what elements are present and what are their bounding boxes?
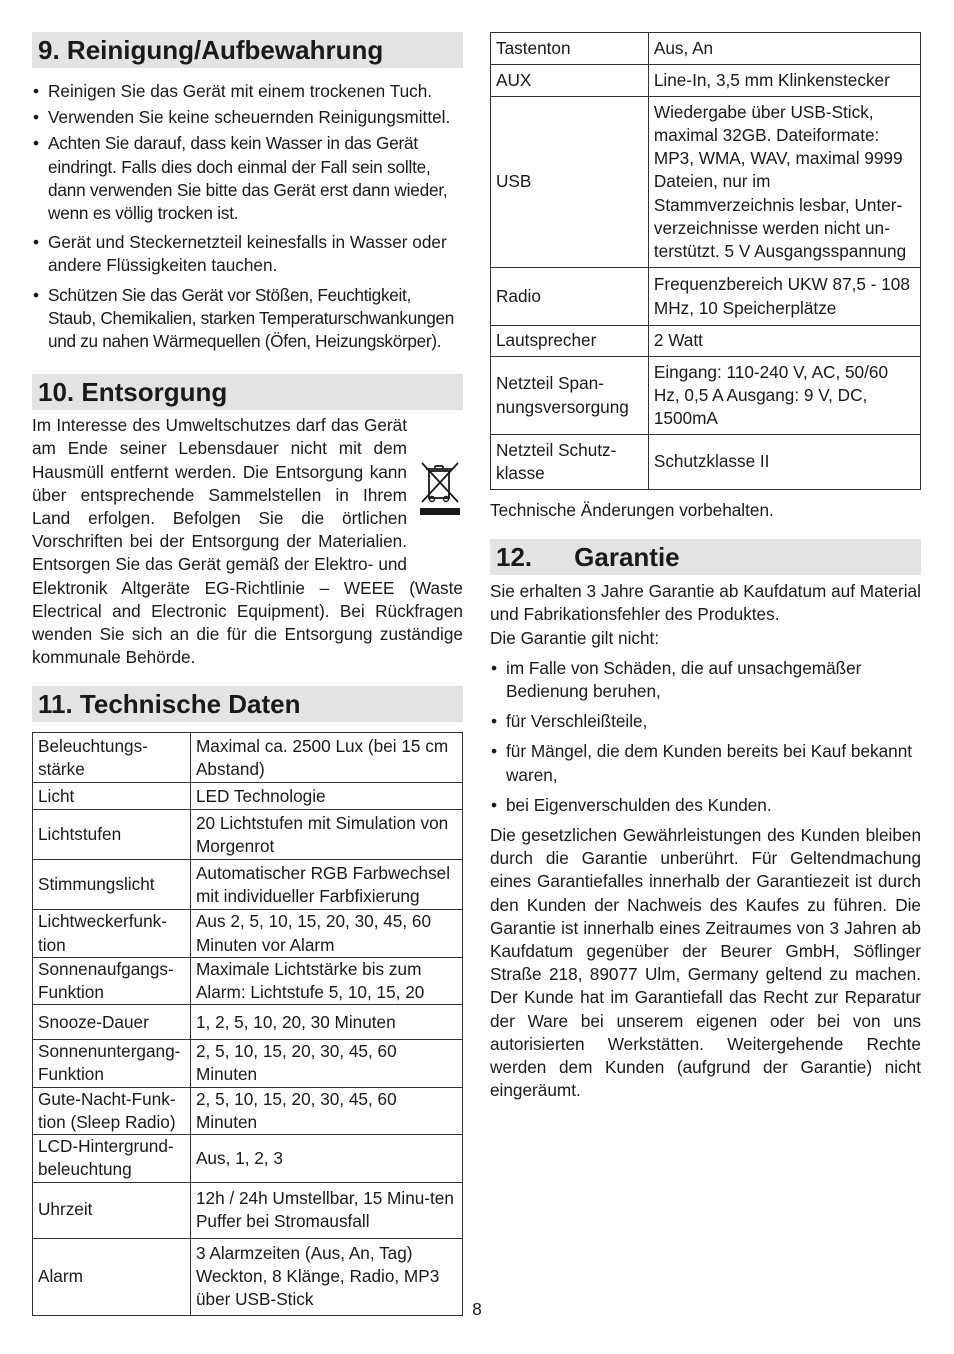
guarantee-intro-2: Die Garantie gilt nicht: [490,627,660,648]
list-item: • Schützen Sie das Gerät vor Stößen, Feuchtigkeit, Staub, Chemikalien, starken Temperaturschwankungen und zu nahen Wärmequellen (Öfen, Heizungskörper). [32,284,463,354]
spec-label: Alarm [33,1238,191,1315]
table-row [491,65,921,97]
section-12-heading [490,539,921,575]
table-row [33,1135,463,1182]
technical-note: Technische Änderungen vorbehalten. [490,500,774,520]
table-row [33,910,463,957]
spec-label: Uhrzeit [33,1182,191,1238]
table-row [33,860,463,910]
table-row [491,357,921,435]
table-row [491,326,921,357]
list-item: • Reinigen Sie das Gerät mit einem trockenen Tuch. [32,80,463,103]
spec-value: 2, 5, 10, 15, 20, 30, 45, 60 Minuten [190,1087,462,1134]
spec-label: Stimmungslicht [33,860,191,910]
crossed-out-wheelie-bin-icon [418,458,462,518]
spec-value: Frequenzbereich UKW 87,5 - 108 MHz, 10 Speicherplätze [648,268,920,326]
spec-value: Automatischer RGB Farbwechsel mit individueller Farbfixierung [190,860,462,910]
table-row [491,33,921,65]
table-row [33,783,463,810]
table-row [491,97,921,268]
spec-value: Schutzklasse II [648,435,920,490]
spec-value: 12h / 24h Umstellbar, 15 Minu-ten Puffer bei Stromausfall [190,1182,462,1238]
spec-value: Aus, 1, 2, 3 [190,1135,462,1182]
spec-label: AUX [491,65,649,97]
spec-value: Aus 2, 5, 10, 15, 20, 30, 45, 60 Minuten vor Alarm [190,910,462,957]
spec-label: Radio [491,268,649,326]
spec-label: Tastenton [491,33,649,65]
spec-value: 1, 2, 5, 10, 20, 30 Minuten [190,1005,462,1040]
spec-value: Line-In, 3,5 mm Klinkenstecker [648,65,920,97]
spec-label: Snooze-Dauer [33,1005,191,1040]
section-11-heading: 11. Technische Daten [32,686,463,722]
table-row [33,1040,463,1087]
spec-value: Wiedergabe über USB-Stick, maximal 32GB. Dateiformate: MP3, WMA, WAV, maximal 9999 Dateien, nur im Stammverzeichnis lesbar, Unter-verzeichnisse werden nicht un-terstützt. 5 V Ausgangsspannung [648,97,920,268]
table-row [33,733,463,783]
spec-value: Aus, An [648,33,920,65]
spec-label: Sonnenaufgangs-Funktion [33,957,191,1004]
spec-label: Lichtstufen [33,810,191,860]
spec-label: USB [491,97,649,268]
page-number: 8 [472,1299,482,1319]
list-item: • Achten Sie darauf, dass kein Wasser in das Gerät eindringt. Falls dies doch einmal der Fall sein sollte, dann verwenden Sie bitte das Gerät erst dann wieder, wenn es völlig trocken ist. [32,132,463,225]
table-row [491,268,921,326]
spec-label: Netzteil Schutz-klasse [491,435,649,490]
spec-label: Netzteil Span-nungsversorgung [491,357,649,435]
table-row [33,810,463,860]
section-9-number: 9. [38,35,60,65]
section-9-heading [32,32,463,68]
spec-value: Maximal ca. 2500 Lux (bei 15 cm Abstand) [190,733,462,783]
section-10-text [32,414,463,669]
section-9-title: Reinigung/Aufbewahrung [66,35,384,65]
spec-value: Eingang: 110-240 V, AC, 50/60 Hz, 0,5 A Ausgang: 9 V, DC, 1500mA [648,357,920,435]
section-10-paragraph: Im Interesse des Umweltschutzes darf das Gerät am Ende seiner Lebensdauer nicht mit dem Hausmüll entfernt werden. Die Entsorgung kann über entsprechende Sammelstellen in Ihrem Land erfolgen. Befolgen Sie die örtlichen Vorschriften bei der Entsorgung der Materialien. Entsorgen Sie das Gerät gemäß der Elektro- und Elektronik Altgeräte EG-Richtlinie – WEEE (Waste Electrical and Electronic Equipment). Bei Rückfragen wenden Sie sich an die für die Entsorgung zuständige kommunale Behörde. [32,415,463,668]
table-row [33,1182,463,1238]
technical-data-table-right [490,32,921,490]
spec-value: 2, 5, 10, 15, 20, 30, 45, 60 Minuten [190,1040,462,1087]
spec-label: Gute-Nacht-Funk-tion (Sleep Radio) [33,1087,191,1134]
spec-value: Maximale Lichtstärke bis zum Alarm: Lichtstufe 5, 10, 15, 20 [190,957,462,1004]
section-9-bullet-list [32,80,463,353]
section-12-title: Garantie [574,542,680,573]
spec-value: 20 Lichtstufen mit Simulation von Morgenrot [190,810,462,860]
section-10-body [32,414,463,669]
list-item: • Gerät und Steckernetzteil keinesfalls in Wasser oder andere Flüssigkeiten tauchen. [32,231,463,277]
spec-label: LCD-Hintergrund-beleuchtung [33,1135,191,1182]
list-item: • bei Eigenverschulden des Kunden. [490,794,921,817]
list-item: • für Mängel, die dem Kunden bereits bei Kauf bekannt waren, [490,740,921,786]
section-10-heading: 10. Entsorgung [32,374,463,410]
spec-label: Licht [33,783,191,810]
guarantee-text: Die gesetzlichen Gewährleistungen des Kunden bleiben durch die Garantie unberührt. Für Geltendmachung eines Garantiefalles innerhalb der Garantiezeit ist durch den Kunden der Nachweis des Kaufes zu führen. Die Garantie ist innerhalb eines Zeitraumes von 3 Jahren ab Kaufdatum gegenüber der Beurer GmbH, Söflinger Straße 218, 89077 Ulm, Germany geltend zu machen. Der Kunde hat im Garantiefall das Recht zur Reparatur der Ware bei unserem eigenen oder bei von uns autorisierten Werkstätten. Weitergehende Rechte werden dem Kunden (aufgrund der Garantie) nicht eingeräumt. [490,825,921,1101]
list-item: • Verwenden Sie keine scheuernden Reinigungsmittel. [32,106,463,129]
table-row [33,1087,463,1134]
list-item: • für Verschleißteile, [490,710,921,733]
list-item: • im Falle von Schäden, die auf unsachgemäßer Bedienung beruhen, [490,657,921,703]
spec-value: 3 Alarmzeiten (Aus, An, Tag) Weckton, 8 Klänge, Radio, MP3 über USB-Stick [190,1238,462,1315]
spec-value: LED Technologie [190,783,462,810]
spec-label: Beleuchtungs-stärke [33,733,191,783]
table-row [33,1005,463,1040]
guarantee-intro: Sie erhalten 3 Jahre Garantie ab Kaufdatum auf Material und Fabrikationsfehler des Produktes. [490,581,921,625]
spec-label: Lautsprecher [491,326,649,357]
right-column [490,32,921,1102]
spec-label: Lichtweckerfunk-tion [33,910,191,957]
spec-value: 2 Watt [648,326,920,357]
section-12-number: 12. [496,542,533,573]
technical-data-table-left [32,732,463,1315]
table-row [33,957,463,1004]
guarantee-exclusions-list [490,657,921,817]
left-column [32,32,463,1316]
table-row [491,435,921,490]
spec-label: Sonnenuntergang-Funktion [33,1040,191,1087]
